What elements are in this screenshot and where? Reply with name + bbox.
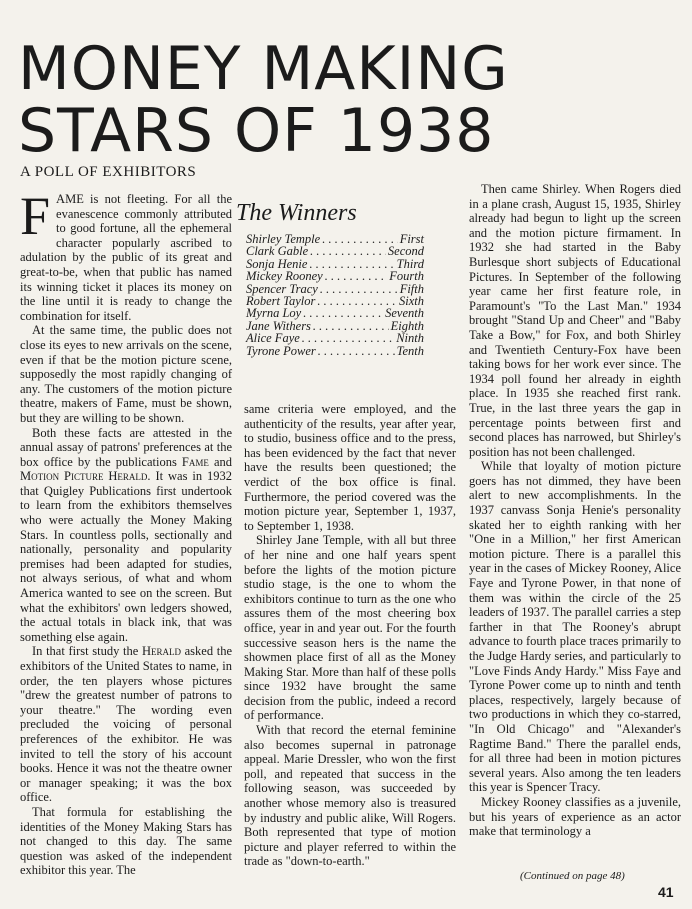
winner-place: First: [399, 232, 424, 246]
paragraph: [20, 426, 232, 645]
paragraph: That formula for establishing the identities of the Money Making Stars has not changed to this day. The same question was asked of the independent exhibitor this year. The: [20, 804, 232, 878]
winner-row: [236, 332, 460, 344]
headline-line-1: MONEY MAKING: [18, 34, 509, 104]
winner-place: Third: [396, 256, 424, 271]
winners-list: [236, 233, 460, 357]
winner-name: Mickey Rooney: [246, 269, 323, 284]
subhead: A POLL OF EXHIBITORS: [20, 164, 197, 180]
page-number: 41: [658, 884, 674, 900]
winner-place: Second: [387, 244, 424, 259]
winner-name: Sonja Henie: [246, 256, 308, 271]
winner-name: Spencer Tracy: [246, 281, 318, 296]
winner-row: [236, 245, 460, 257]
publication-name: Motion Picture Herald: [20, 469, 148, 484]
paragraph: same criteria were employed, and the authenticity of the results, year after year, to studio, business office and to the press, has been evidenced by the fact that never have the results been questioned; the verdict of the box office is final. Furthermore, the period covered was the motion picture year, September 1, 1937, to September 1, 1938.: [244, 402, 456, 533]
headline-line-2: STARS OF 1938: [18, 96, 495, 166]
continued-note: (Continued on page 48): [520, 870, 625, 882]
winner-name: Robert Taylor: [246, 294, 316, 309]
winner-name: Tyrone Power: [246, 343, 316, 358]
winner-name: Myrna Loy: [246, 306, 302, 321]
winner-place: Fifth: [399, 281, 424, 296]
headline: [18, 34, 618, 166]
winner-row: [236, 270, 460, 282]
paragraph: Shirley Jane Temple, with all but three of her nine and one half years spent before the lights of the motion picture studio stage, is the one to whom the exhibitors continue to turn as the one who assures them of the most cheering box office, year in and year out. For the fourth successive season hers is the name the showmen place first of all as the Money Making Star. More than half of these polls since 1932 have brought the same decision from the public, indeed a record of performance.: [244, 533, 456, 723]
leader-dots: [318, 345, 395, 357]
winner-place: Sixth: [399, 294, 424, 309]
paragraph: With that record the eternal feminine also becomes supernal in patronage appeal. Marie Dressler, who won the first poll, and repeated that success in the following season, was succeeded by another whose memory also is treasured by industry and public alike, Will Rogers. Both represented that type of motion picture and player referred to within the trade as "down-to-earth.": [244, 723, 456, 869]
column-1: [20, 186, 233, 878]
winner-place: Eighth: [390, 318, 424, 333]
leader-dots: [310, 245, 386, 257]
publication-name: Herald: [141, 644, 181, 659]
publication-name: Fame: [181, 454, 209, 469]
winner-name: Clark Gable: [246, 244, 309, 259]
leader-dots: [313, 320, 389, 332]
column-2: [244, 402, 456, 869]
leader-dots: [322, 233, 398, 245]
winner-name: Alice Faye: [246, 331, 300, 346]
leader-dots: [303, 307, 383, 319]
winner-name: Jane Withers: [246, 318, 311, 333]
paragraph-text: AME is not fleeting. For all the evanescence commonly attributed to good fortune, all the ephemeral character popularly ascribed to adulation by the public of its great and great-to-be, when that public has named its winning ticket it places its money on the line until it is ready to change the combination for itself.: [20, 192, 232, 323]
paragraph-text: In that first study the: [32, 644, 139, 659]
paragraph: At the same time, the public does not close its eyes to new arrivals on the scene, even if that be the motion picture scene, supposedly the most rapidly changing of any. The customers of the motion picture theatre, makers of Fame, must be shown, but they are willing to be shown.: [20, 323, 232, 425]
winner-row: [236, 345, 460, 357]
winner-name: Shirley Temple: [246, 232, 321, 246]
paragraph: While that loyalty of motion picture goers has not dimmed, they have been alert to new accomplishments. In the 1937 canvass Sonja Henie's personality skated her to eighth ranking with her "One in a Million," her first American motion picture. There is a parallel this year in the cases of Mickey Rooney, Alice Faye and Tyrone Power, in that none of them was within the circle of the 25 leaders of 1937. The parallel carries a step farther in that The Rooney's abrupt advance to fourth place traces primarily to the Judge Hardy series, and particularly to "Love Finds Andy Hardy." Miss Faye and Tyrone Power come up to ninth and tenth places, respectively, largely because of two productions in which they co-starred, "In Old Chicago" and "Alexander's Ragtime Band." There the parallel ends, for all three had been in motion pictures several years. Also among the ten leaders this year is Spencer Tracy.: [469, 459, 681, 795]
drop-cap: F: [20, 186, 51, 246]
leader-dots: [320, 283, 398, 295]
paragraph-text: and: [213, 454, 233, 469]
paragraph: Mickey Rooney classifies as a juvenile, but his years of experience as an actor make that terminology a: [469, 794, 681, 839]
leader-dots: [302, 332, 394, 344]
winners-title: The Winners: [236, 200, 357, 226]
paragraph: [20, 644, 232, 805]
winner-place: Tenth: [396, 343, 424, 358]
winner-row: [236, 307, 460, 319]
paragraph-text: asked the exhibitors of the United States to name, in order, the ten players whose pictures "drew the greatest number of patrons to your theatre." The wording even precluded the voicing of personal preferences of the exhibitor. He was invited to tell the story of his account books. Hence it was not the theatre owner or manager speaking; it was the box office.: [20, 644, 233, 805]
paragraph: Then came Shirley. When Rogers died in a plane crash, August 15, 1935, Shirley already had begun to light up the screen and the motion picture firmament. In 1932 she had started in the Baby Burlesque short subjects of Educational Pictures. In September of the following year came her first feature role, in Paramount's "To the Last Man." 1934 brought "Stand Up and Cheer" and "Baby Take a Bow," for Fox, and both Shirley and Twentieth Century-Fox have been taking bows for her work ever since. The 1934 poll found her already in eighth place. In 1935 she reached first rank. True, in the last three years the gap in percentage points between first and second places has narrowed, but Shirley's position has not been challenged.: [469, 182, 681, 459]
winner-place: Ninth: [396, 331, 424, 346]
winners-box: [236, 200, 460, 357]
paragraph: [20, 186, 232, 323]
column-3: [469, 182, 681, 839]
paragraph-text: Both these facts are attested in the annual assay of patrons' preferences at the box office by the publications: [20, 425, 232, 469]
paragraph-text: . It was in 1932 that Quigley Publications first undertook to learn from the exhibitors themselves who were actually the Money Making Stars. In countless polls, sectionally and nationally, personality and popularity premises had been adapted for studies, not always serious, of what and whom America wanted to see on the screen. But what the exhibitors' own ledgers showed, the actual totals in black ink, that was something else again.: [20, 469, 232, 644]
winner-place: Fourth: [389, 269, 424, 284]
leader-dots: [325, 270, 388, 282]
winner-place: Seventh: [385, 306, 424, 321]
